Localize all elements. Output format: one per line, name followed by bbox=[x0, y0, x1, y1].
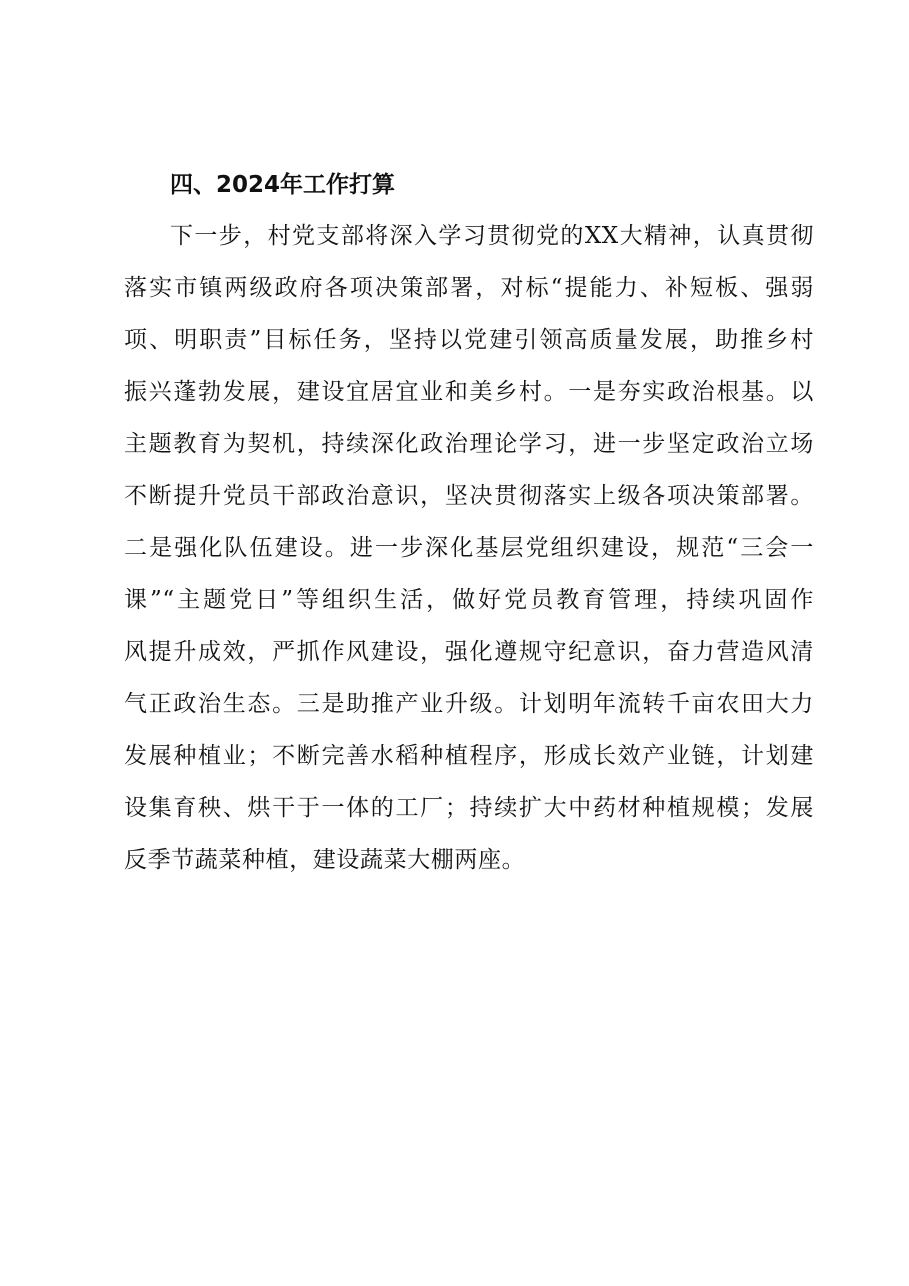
paragraph-line: 发展种植业；不断完善水稻种植程序，形成长效产业链，计划建 bbox=[124, 743, 814, 769]
paragraph-line: 课”“主题党日”等组织生活，做好党员教育管理，持续巩固作 bbox=[124, 587, 814, 613]
paragraph-line: 落实市镇两级政府各项决策部署，对标“提能力、补短板、强弱 bbox=[124, 275, 814, 301]
paragraph-line: 主题教育为契机，持续深化政治理论学习，进一步坚定政治立场 bbox=[124, 431, 814, 457]
section-body bbox=[124, 160, 814, 886]
paragraph-line: 下一步，村党支部将深入学习贯彻党的XX大精神，认真贯彻 bbox=[170, 223, 814, 249]
paragraph-line: 设集育秧、烘干于一体的工厂；持续扩大中药材种植规模；发展 bbox=[124, 795, 814, 821]
paragraph-line: 气正政治生态。三是助推产业升级。计划明年流转千亩农田大力 bbox=[124, 691, 814, 717]
paragraph-line: 不断提升党员干部政治意识，坚决贯彻落实上级各项决策部署。 bbox=[124, 483, 814, 509]
paragraph-line: 反季节蔬菜种植，建设蔬菜大棚两座。 bbox=[124, 847, 526, 873]
paragraph-line: 振兴蓬勃发展，建设宜居宜业和美乡村。一是夯实政治根基。以 bbox=[124, 379, 814, 405]
paragraph bbox=[124, 210, 814, 886]
paragraph-line: 二是强化队伍建设。进一步深化基层党组织建设，规范“三会一 bbox=[124, 535, 814, 561]
paragraph-line: 风提升成效，严抓作风建设，强化遵规守纪意识，奋力营造风清 bbox=[124, 639, 814, 665]
paragraph-line: 项、明职责”目标任务，坚持以党建引领高质量发展，助推乡村 bbox=[124, 327, 814, 353]
section-heading: 四、2024年工作打算 bbox=[170, 172, 396, 198]
